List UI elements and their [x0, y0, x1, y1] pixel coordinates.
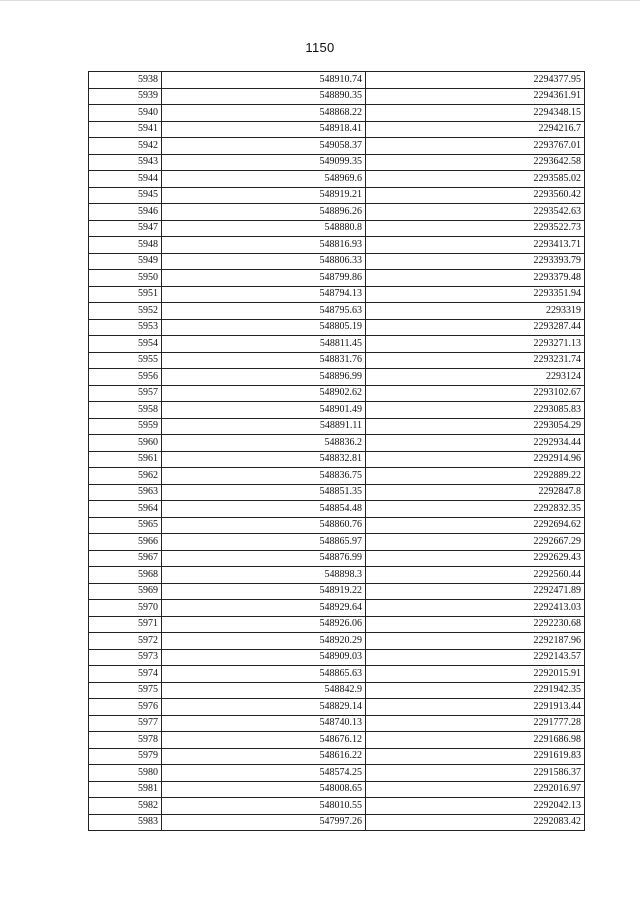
x-coordinate-cell: 548918.41 — [162, 121, 366, 138]
point-number-cell: 5975 — [89, 682, 162, 699]
table-row — [89, 121, 585, 138]
table-row — [89, 72, 585, 89]
x-coordinate-cell: 548876.99 — [162, 550, 366, 567]
y-coordinate-cell: 2293271.13 — [366, 336, 585, 353]
y-coordinate-cell: 2291913.44 — [366, 699, 585, 716]
table-row — [89, 187, 585, 204]
y-coordinate-cell: 2293585.02 — [366, 171, 585, 188]
x-coordinate-cell: 548829.14 — [162, 699, 366, 716]
x-coordinate-cell: 548865.63 — [162, 666, 366, 683]
x-coordinate-cell: 548799.86 — [162, 270, 366, 287]
point-number-cell: 5976 — [89, 699, 162, 716]
point-number-cell: 5943 — [89, 154, 162, 171]
point-number-cell: 5956 — [89, 369, 162, 386]
x-coordinate-cell: 548891.11 — [162, 418, 366, 435]
table-row — [89, 633, 585, 650]
table-row — [89, 682, 585, 699]
y-coordinate-cell: 2292471.89 — [366, 583, 585, 600]
point-number-cell: 5970 — [89, 600, 162, 617]
y-coordinate-cell: 2292016.97 — [366, 781, 585, 798]
table-row — [89, 765, 585, 782]
y-coordinate-cell: 2292187.96 — [366, 633, 585, 650]
x-coordinate-cell: 548831.76 — [162, 352, 366, 369]
x-coordinate-cell: 548574.25 — [162, 765, 366, 782]
table-row — [89, 732, 585, 749]
point-number-cell: 5959 — [89, 418, 162, 435]
y-coordinate-cell: 2294377.95 — [366, 72, 585, 89]
table-row — [89, 204, 585, 221]
x-coordinate-cell: 548795.63 — [162, 303, 366, 320]
table-row — [89, 699, 585, 716]
y-coordinate-cell: 2292143.57 — [366, 649, 585, 666]
point-number-cell: 5967 — [89, 550, 162, 567]
y-coordinate-cell: 2292914.96 — [366, 451, 585, 468]
y-coordinate-cell: 2292694.62 — [366, 517, 585, 534]
point-number-cell: 5962 — [89, 468, 162, 485]
x-coordinate-cell: 548880.8 — [162, 220, 366, 237]
x-coordinate-cell: 548806.33 — [162, 253, 366, 270]
y-coordinate-cell: 2293231.74 — [366, 352, 585, 369]
y-coordinate-cell: 2292889.22 — [366, 468, 585, 485]
table-row — [89, 567, 585, 584]
point-number-cell: 5977 — [89, 715, 162, 732]
table-row — [89, 270, 585, 287]
table-row — [89, 550, 585, 567]
point-number-cell: 5960 — [89, 435, 162, 452]
x-coordinate-cell: 548902.62 — [162, 385, 366, 402]
point-number-cell: 5940 — [89, 105, 162, 122]
table-row — [89, 418, 585, 435]
table-row — [89, 286, 585, 303]
y-coordinate-cell: 2292042.13 — [366, 798, 585, 815]
point-number-cell: 5946 — [89, 204, 162, 221]
coordinate-table — [88, 71, 585, 831]
y-coordinate-cell: 2291586.37 — [366, 765, 585, 782]
point-number-cell: 5938 — [89, 72, 162, 89]
point-number-cell: 5955 — [89, 352, 162, 369]
x-coordinate-cell: 548865.97 — [162, 534, 366, 551]
table-row — [89, 583, 585, 600]
page-number: 1150 — [305, 40, 335, 55]
point-number-cell: 5969 — [89, 583, 162, 600]
point-number-cell: 5958 — [89, 402, 162, 419]
table-row — [89, 237, 585, 254]
y-coordinate-cell: 2293642.58 — [366, 154, 585, 171]
point-number-cell: 5968 — [89, 567, 162, 584]
point-number-cell: 5942 — [89, 138, 162, 155]
table-row — [89, 798, 585, 815]
y-coordinate-cell: 2292847.8 — [366, 484, 585, 501]
x-coordinate-cell: 548901.49 — [162, 402, 366, 419]
x-coordinate-cell: 548909.03 — [162, 649, 366, 666]
point-number-cell: 5974 — [89, 666, 162, 683]
table-row — [89, 385, 585, 402]
point-number-cell: 5983 — [89, 814, 162, 831]
y-coordinate-cell: 2292832.35 — [366, 501, 585, 518]
y-coordinate-cell: 2292230.68 — [366, 616, 585, 633]
y-coordinate-cell: 2293413.71 — [366, 237, 585, 254]
x-coordinate-cell: 549099.35 — [162, 154, 366, 171]
point-number-cell: 5952 — [89, 303, 162, 320]
table-row — [89, 220, 585, 237]
point-number-cell: 5939 — [89, 88, 162, 105]
x-coordinate-cell: 548910.74 — [162, 72, 366, 89]
x-coordinate-cell: 548842.9 — [162, 682, 366, 699]
y-coordinate-cell: 2292083.42 — [366, 814, 585, 831]
y-coordinate-cell: 2293379.48 — [366, 270, 585, 287]
x-coordinate-cell: 547997.26 — [162, 814, 366, 831]
point-number-cell: 5954 — [89, 336, 162, 353]
y-coordinate-cell: 2292667.29 — [366, 534, 585, 551]
table-row — [89, 352, 585, 369]
x-coordinate-cell: 548010.55 — [162, 798, 366, 815]
x-coordinate-cell: 548836.75 — [162, 468, 366, 485]
x-coordinate-cell: 549058.37 — [162, 138, 366, 155]
point-number-cell: 5961 — [89, 451, 162, 468]
x-coordinate-cell: 548898.3 — [162, 567, 366, 584]
point-number-cell: 5971 — [89, 616, 162, 633]
table-row — [89, 814, 585, 831]
x-coordinate-cell: 548676.12 — [162, 732, 366, 749]
table-row — [89, 484, 585, 501]
table-row — [89, 501, 585, 518]
x-coordinate-cell: 548919.21 — [162, 187, 366, 204]
x-coordinate-cell: 548616.22 — [162, 748, 366, 765]
x-coordinate-cell: 548740.13 — [162, 715, 366, 732]
y-coordinate-cell: 2294216.7 — [366, 121, 585, 138]
table-row — [89, 138, 585, 155]
point-number-cell: 5978 — [89, 732, 162, 749]
x-coordinate-cell: 548896.99 — [162, 369, 366, 386]
table-row — [89, 319, 585, 336]
table-row — [89, 171, 585, 188]
table-row — [89, 468, 585, 485]
point-number-cell: 5948 — [89, 237, 162, 254]
y-coordinate-cell: 2292629.43 — [366, 550, 585, 567]
x-coordinate-cell: 548890.35 — [162, 88, 366, 105]
x-coordinate-cell: 548926.06 — [162, 616, 366, 633]
y-coordinate-cell: 2291942.35 — [366, 682, 585, 699]
table-row — [89, 336, 585, 353]
point-number-cell: 5965 — [89, 517, 162, 534]
y-coordinate-cell: 2291777.28 — [366, 715, 585, 732]
x-coordinate-cell: 548919.22 — [162, 583, 366, 600]
point-number-cell: 5982 — [89, 798, 162, 815]
y-coordinate-cell: 2292413.03 — [366, 600, 585, 617]
point-number-cell: 5981 — [89, 781, 162, 798]
table-row — [89, 534, 585, 551]
table-row — [89, 253, 585, 270]
x-coordinate-cell: 548854.48 — [162, 501, 366, 518]
y-coordinate-cell: 2293319 — [366, 303, 585, 320]
y-coordinate-cell: 2292934.44 — [366, 435, 585, 452]
y-coordinate-cell: 2291686.98 — [366, 732, 585, 749]
table-row — [89, 435, 585, 452]
table-row — [89, 154, 585, 171]
y-coordinate-cell: 2293542.63 — [366, 204, 585, 221]
x-coordinate-cell: 548811.45 — [162, 336, 366, 353]
table-row — [89, 748, 585, 765]
x-coordinate-cell: 548832.81 — [162, 451, 366, 468]
x-coordinate-cell: 548969.6 — [162, 171, 366, 188]
point-number-cell: 5944 — [89, 171, 162, 188]
table-row — [89, 517, 585, 534]
point-number-cell: 5951 — [89, 286, 162, 303]
x-coordinate-cell: 548868.22 — [162, 105, 366, 122]
y-coordinate-cell: 2293102.67 — [366, 385, 585, 402]
scan-edge-line — [0, 0, 640, 1]
point-number-cell: 5963 — [89, 484, 162, 501]
point-number-cell: 5957 — [89, 385, 162, 402]
point-number-cell: 5953 — [89, 319, 162, 336]
point-number-cell: 5966 — [89, 534, 162, 551]
y-coordinate-cell: 2293124 — [366, 369, 585, 386]
point-number-cell: 5973 — [89, 649, 162, 666]
point-number-cell: 5964 — [89, 501, 162, 518]
table-row — [89, 666, 585, 683]
y-coordinate-cell: 2293085.83 — [366, 402, 585, 419]
table-row — [89, 781, 585, 798]
point-number-cell: 5950 — [89, 270, 162, 287]
table-row — [89, 303, 585, 320]
x-coordinate-cell: 548851.35 — [162, 484, 366, 501]
y-coordinate-cell: 2292560.44 — [366, 567, 585, 584]
y-coordinate-cell: 2292015.91 — [366, 666, 585, 683]
point-number-cell: 5980 — [89, 765, 162, 782]
table-row — [89, 616, 585, 633]
x-coordinate-cell: 548816.93 — [162, 237, 366, 254]
x-coordinate-cell: 548929.64 — [162, 600, 366, 617]
y-coordinate-cell: 2291619.83 — [366, 748, 585, 765]
x-coordinate-cell: 548805.19 — [162, 319, 366, 336]
table-row — [89, 402, 585, 419]
y-coordinate-cell: 2293522.73 — [366, 220, 585, 237]
x-coordinate-cell: 548920.29 — [162, 633, 366, 650]
x-coordinate-cell: 548008.65 — [162, 781, 366, 798]
y-coordinate-cell: 2293767.01 — [366, 138, 585, 155]
x-coordinate-cell: 548896.26 — [162, 204, 366, 221]
y-coordinate-cell: 2293351.94 — [366, 286, 585, 303]
table-row — [89, 369, 585, 386]
table-row — [89, 451, 585, 468]
y-coordinate-cell: 2293287.44 — [366, 319, 585, 336]
table-row — [89, 105, 585, 122]
table-row — [89, 649, 585, 666]
x-coordinate-cell: 548794.13 — [162, 286, 366, 303]
x-coordinate-cell: 548860.76 — [162, 517, 366, 534]
point-number-cell: 5972 — [89, 633, 162, 650]
table-body — [89, 72, 585, 831]
y-coordinate-cell: 2294361.91 — [366, 88, 585, 105]
y-coordinate-cell: 2293054.29 — [366, 418, 585, 435]
y-coordinate-cell: 2293393.79 — [366, 253, 585, 270]
y-coordinate-cell: 2294348.15 — [366, 105, 585, 122]
y-coordinate-cell: 2293560.42 — [366, 187, 585, 204]
x-coordinate-cell: 548836.2 — [162, 435, 366, 452]
point-number-cell: 5947 — [89, 220, 162, 237]
point-number-cell: 5949 — [89, 253, 162, 270]
table-row — [89, 715, 585, 732]
table-row — [89, 600, 585, 617]
point-number-cell: 5945 — [89, 187, 162, 204]
point-number-cell: 5941 — [89, 121, 162, 138]
table-row — [89, 88, 585, 105]
point-number-cell: 5979 — [89, 748, 162, 765]
